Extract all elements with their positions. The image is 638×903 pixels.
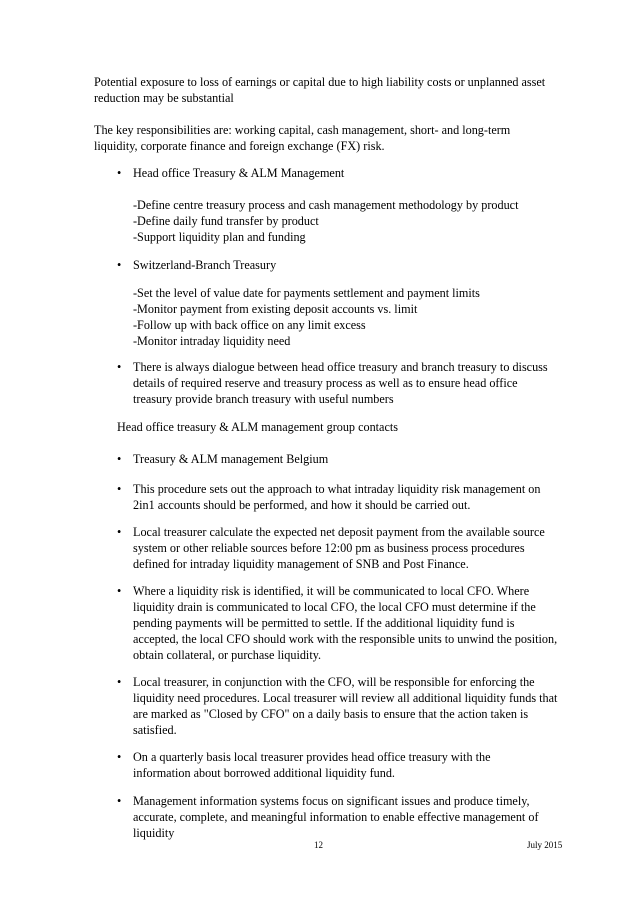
intro-exposure-paragraph: Potential exposure to loss of earnings or capital due to high liability costs or unplanned asset reduction may be substantial [94, 75, 546, 105]
bullet-icon: • [117, 584, 122, 598]
bullet-icon: • [117, 360, 122, 374]
section-items-head-office [133, 197, 573, 245]
dialogue-bullet-text: There is always dialogue between head office treasury and branch treasury to discuss details of required reserve and treasury process as well as to ensure head office treasury provide branch treasury with useful numbers [133, 360, 548, 406]
list-item: -Define centre treasury process and cash management methodology by product [133, 198, 519, 212]
list-item: -Set the level of value date for payments settlement and payment limits [133, 286, 480, 300]
contact-bullet-text: Treasury & ALM management Belgium [133, 452, 329, 466]
section-items-switzerland-branch [133, 285, 573, 349]
bullet-icon: • [117, 750, 122, 764]
section-heading-switzerland-branch: Switzerland-Branch Treasury [133, 258, 277, 272]
list-item: -Follow up with back office on any limit excess [133, 318, 366, 332]
bullet-icon: • [117, 675, 122, 689]
footer-date: July 2015 [527, 840, 563, 850]
contact-bullet-text: Local treasurer calculate the expected net deposit payment from the available source system or other reliable sources before 12:00 pm as business process procedures defined for intraday liquidity management of SNB and Post Finance. [133, 525, 545, 571]
bullet-icon: • [117, 525, 122, 539]
list-item: -Define daily fund transfer by product [133, 214, 319, 228]
contact-bullet-text: On a quarterly basis local treasurer provides head office treasury with the information about borrowed additional liquidity fund. [133, 750, 491, 780]
list-item: -Support liquidity plan and funding [133, 230, 306, 244]
footer-page-number: 12 [314, 840, 323, 850]
bullet-icon: • [117, 482, 122, 496]
contact-bullet-text: This procedure sets out the approach to what intraday liquidity risk management on 2in1 accounts should be performed, and how it should be carried out. [133, 482, 541, 512]
contact-bullet-text: Local treasurer, in conjunction with the CFO, will be responsible for enforcing the liquidity need procedures. Local treasurer will review all additional liquidity funds that are marked as "Closed by CFO" on a daily basis to ensure that the action taken is satisfied. [133, 675, 558, 737]
contact-bullet-text: Where a liquidity risk is identified, it will be communicated to local CFO. Where liquidity drain is communicated to local CFO, the local CFO must determine if the pending payments will be permitted to settle. If the additional liquidity fund is accepted, the local CFO should work with the responsible units to unwind the position, obtain collateral, or purchase liquidity. [133, 584, 558, 662]
bullet-icon: • [117, 166, 122, 180]
bullet-icon: • [117, 794, 122, 808]
bullet-icon: • [117, 258, 122, 272]
list-item: -Monitor payment from existing deposit accounts vs. limit [133, 302, 418, 316]
contact-bullet-text: Management information systems focus on significant issues and produce timely, accurate, complete, and meaningful information to enable effective management of liquidity [133, 794, 539, 840]
intro-responsibilities-paragraph: The key responsibilities are: working capital, cash management, short- and long-term liquidity, corporate finance and foreign exchange (FX) risk. [94, 123, 511, 153]
contacts-heading: Head office treasury & ALM management group contacts [117, 420, 399, 434]
list-item: -Monitor intraday liquidity need [133, 334, 291, 348]
section-heading-head-office: Head office Treasury & ALM Management [133, 166, 345, 180]
bullet-icon: • [117, 452, 122, 466]
